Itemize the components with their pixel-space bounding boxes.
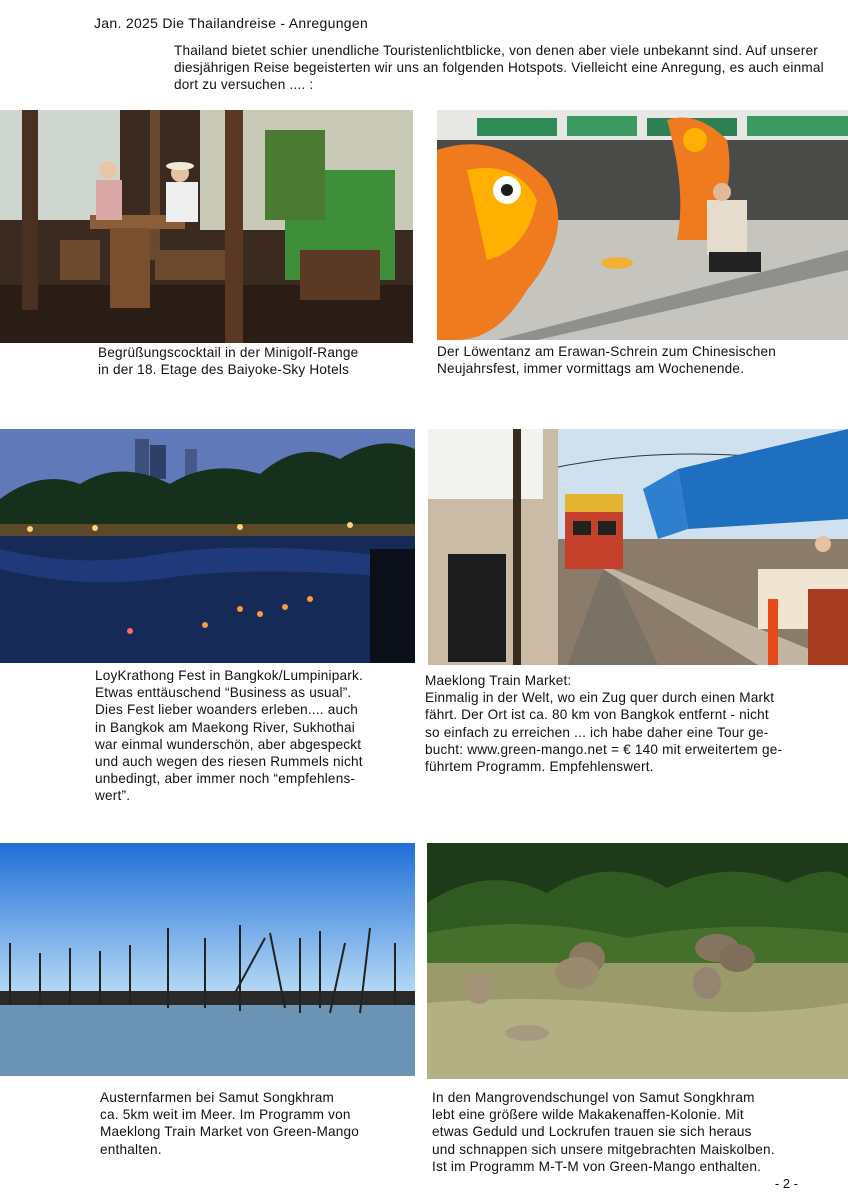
caption-line: und schnappen sich unsere mitgebrachten Maiskolben. — [432, 1141, 775, 1157]
caption-line: so einfach zu erreichen ... ich habe daher eine Tour ge- — [425, 724, 769, 740]
maeklong-train-caption — [425, 672, 847, 775]
intro-text: Thailand bietet schier unendliche Touristenlichtblicke, von denen aber viele unbekannt sind. Auf unserer diesjährigen Reise begeisterten wir uns an folgenden Hotspots. Vielleicht eine Anregung, es auch einmal dort zu versuchen .... : — [174, 43, 824, 92]
caption-line: Maeklong Train Market von Green-Mango — [100, 1124, 360, 1140]
caption-line: und auch wegen des riesen Rummels nicht — [95, 754, 363, 770]
caption-line: war einmal wunderschön, aber abgespeckt — [95, 736, 362, 752]
macaque-mangrove-photo — [427, 843, 848, 1079]
caption-line: etwas Geduld und Lockrufen trauen sie sich heraus — [432, 1124, 752, 1140]
caption-line: bucht: www.green-mango.net = € 140 mit erweitertem ge- — [425, 741, 783, 757]
caption-line: Etwas enttäuschend “Business as usual”. — [95, 685, 352, 701]
loy-krathong-caption — [95, 667, 420, 805]
caption-line: In den Mangrovendschungel von Samut Songkhram — [432, 1090, 755, 1105]
minigolf-cocktail-caption — [98, 344, 418, 378]
caption-line: lebt eine größere wilde Makakenaffen-Kolonie. Mit — [432, 1107, 744, 1123]
caption-line: ca. 5km weit im Meer. Im Programm von — [100, 1107, 351, 1123]
caption-line: LoyKrathong Fest in Bangkok/Lumpinipark. — [95, 668, 363, 683]
caption-line: Austernfarmen bei Samut Songkhram — [100, 1090, 335, 1105]
caption-line: unbedingt, aber immer noch “empfehlens- — [95, 771, 356, 787]
caption-line: Einmalig in der Welt, wo ein Zug quer durch einen Markt — [425, 690, 775, 706]
caption-line: Maeklong Train Market: — [425, 673, 572, 688]
caption-line: Dies Fest lieber woanders erleben.... auch — [95, 702, 359, 718]
caption-line: Neujahrsfest, immer vormittags am Wochenende. — [437, 361, 745, 377]
caption-line: Begrüßungscocktail in der Minigolf-Range — [98, 345, 359, 360]
caption-line: in der 18. Etage des Baiyoke-Sky Hotels — [98, 362, 350, 378]
lion-dance-caption — [437, 343, 847, 377]
caption-line: Ist im Programm M-T-M von Green-Mango enthalten. — [432, 1158, 762, 1174]
caption-line: in Bangkok am Maekong River, Sukhothai — [95, 719, 355, 735]
caption-line: wert”. — [95, 788, 131, 804]
maeklong-train-photo — [428, 429, 848, 665]
loy-krathong-photo — [0, 429, 415, 663]
oyster-farm-caption — [100, 1089, 420, 1158]
caption-line: fährt. Der Ort ist ca. 80 km von Bangkok entfernt - nicht — [425, 707, 769, 723]
page-header-title: Jan. 2025 Die Thailandreise - Anregungen — [94, 15, 369, 31]
caption-line: enthalten. — [100, 1141, 162, 1157]
oyster-farm-photo — [0, 843, 415, 1076]
caption-line: Der Löwentanz am Erawan-Schrein zum Chinesischen — [437, 344, 777, 359]
caption-line: führtem Programm. Empfehlenswert. — [425, 759, 654, 775]
macaque-mangrove-caption — [432, 1089, 848, 1175]
lion-dance-photo — [437, 110, 848, 340]
minigolf-cocktail-photo — [0, 110, 413, 343]
page-number: - 2 - — [774, 1176, 798, 1191]
